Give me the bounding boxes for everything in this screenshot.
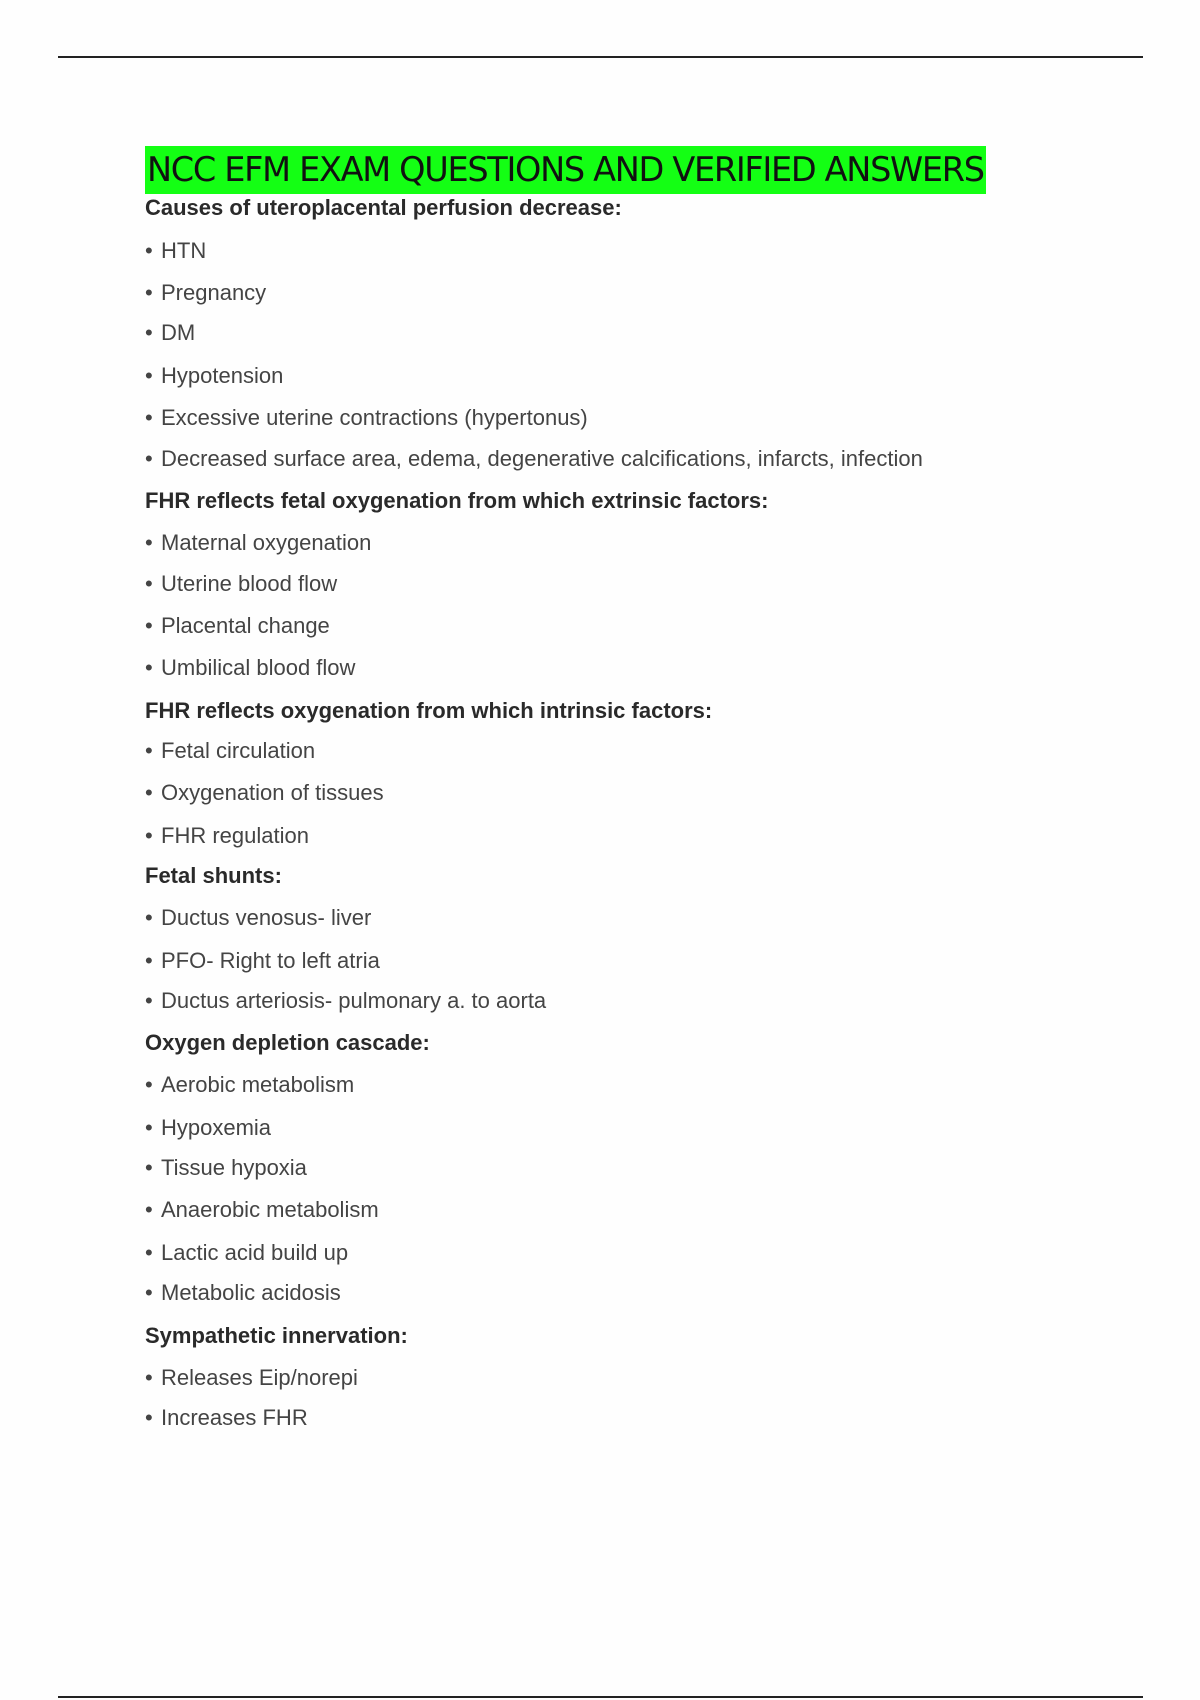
list-item	[145, 986, 546, 1016]
list-item	[145, 569, 337, 599]
bullet: •	[145, 738, 153, 763]
section-heading: FHR reflects fetal oxygenation from which extrinsic factors:	[145, 488, 769, 513]
list-item	[145, 1238, 348, 1268]
bullet: •	[145, 446, 153, 471]
list-item-text: FHR regulation	[161, 823, 309, 848]
list-item-text: DM	[161, 320, 196, 345]
list-item-text: Maternal oxygenation	[161, 530, 372, 555]
list-item-text: Increases FHR	[161, 1405, 308, 1430]
section-heading: Fetal shunts:	[145, 863, 282, 888]
list-item-text: Hypoxemia	[161, 1115, 272, 1140]
list-item-text: Tissue hypoxia	[161, 1155, 307, 1180]
list-item-text: Umbilical blood flow	[161, 655, 356, 680]
bullet: •	[145, 613, 153, 638]
document-title: NCC EFM EXAM QUESTIONS AND VERIFIED ANSWERS	[145, 146, 986, 194]
section-heading: Sympathetic innervation:	[145, 1323, 408, 1348]
list-item-text: PFO- Right to left atria	[161, 948, 380, 973]
bullet: •	[145, 530, 153, 555]
list-item	[145, 903, 371, 933]
list-item	[145, 318, 195, 348]
list-item	[145, 1363, 358, 1393]
list-item-text: Ductus venosus- liver	[161, 905, 372, 930]
list-item-text: Pregnancy	[161, 280, 267, 305]
list-item	[145, 821, 309, 851]
list-item-text: Metabolic acidosis	[161, 1280, 341, 1305]
list-item-text: Uterine blood flow	[161, 571, 338, 596]
list-item-text: Anaerobic metabolism	[161, 1197, 379, 1222]
list-item	[145, 1153, 307, 1183]
bullet: •	[145, 571, 153, 596]
list-item	[145, 1403, 308, 1433]
list-item	[145, 1113, 271, 1143]
list-item	[145, 528, 371, 558]
list-item-text: HTN	[161, 238, 207, 263]
footer-rule	[58, 1696, 1143, 1698]
bullet: •	[145, 1405, 153, 1430]
bullet: •	[145, 1197, 153, 1222]
list-item	[145, 653, 355, 683]
list-item-text: Excessive uterine contractions (hypertonus)	[161, 405, 588, 430]
list-item-text: Releases Eip/norepi	[161, 1365, 358, 1390]
bullet: •	[145, 655, 153, 680]
list-item	[145, 444, 923, 474]
section-heading: FHR reflects oxygenation from which intrinsic factors:	[145, 698, 713, 723]
bullet: •	[145, 320, 153, 345]
bullet: •	[145, 905, 153, 930]
bullet: •	[145, 1240, 153, 1265]
bullet: •	[145, 1072, 153, 1097]
list-item-text: Placental change	[161, 613, 330, 638]
bullet: •	[145, 988, 153, 1013]
bullet: •	[145, 405, 153, 430]
bullet: •	[145, 238, 153, 263]
list-item-text: Lactic acid build up	[161, 1240, 349, 1265]
list-item	[145, 946, 380, 976]
bullet: •	[145, 1280, 153, 1305]
list-item-text: Fetal circulation	[161, 738, 316, 763]
section-heading: Oxygen depletion cascade:	[145, 1030, 430, 1055]
list-item	[145, 1070, 354, 1100]
list-item	[145, 278, 266, 308]
bullet: •	[145, 948, 153, 973]
bullet: •	[145, 780, 153, 805]
list-item	[145, 1195, 379, 1225]
list-item-text: Ductus arteriosis- pulmonary a. to aorta	[161, 988, 547, 1013]
list-item	[145, 611, 330, 641]
header-rule	[58, 56, 1143, 58]
list-item	[145, 236, 206, 266]
list-item-text: Oxygenation of tissues	[161, 780, 384, 805]
bullet: •	[145, 1115, 153, 1140]
list-item	[145, 736, 315, 766]
list-item	[145, 403, 588, 433]
bullet: •	[145, 280, 153, 305]
bullet: •	[145, 363, 153, 388]
list-item-text: Decreased surface area, edema, degenerative calcifications, infarcts, infection	[161, 446, 923, 471]
bullet: •	[145, 1155, 153, 1180]
bullet: •	[145, 1365, 153, 1390]
bullet: •	[145, 823, 153, 848]
list-item-text: Hypotension	[161, 363, 284, 388]
list-item-text: Aerobic metabolism	[161, 1072, 355, 1097]
list-item	[145, 361, 283, 391]
section-heading: Causes of uteroplacental perfusion decrease:	[145, 195, 622, 220]
list-item	[145, 1278, 341, 1308]
list-item	[145, 778, 384, 808]
